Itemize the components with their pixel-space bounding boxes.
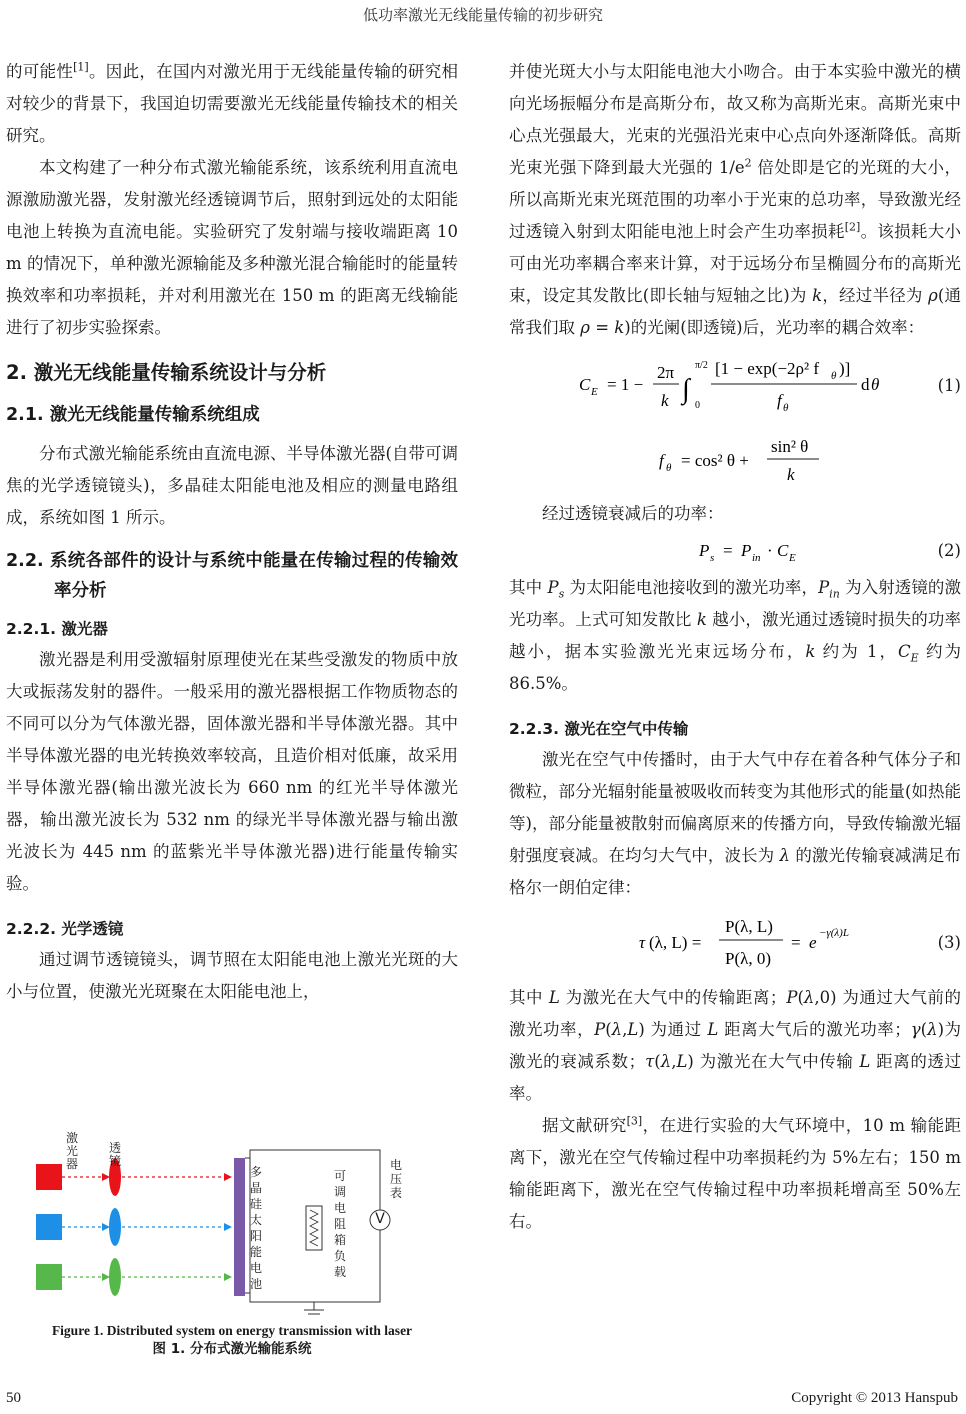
paragraph: 其中 $P_s$ 为太阳能电池接收到的激光功率，$P_{in}$ 为入射透镜的激光功率。上式可知发散比 k 越小，激光通过透镜时损失的功率越小，据本实验激光光束远场分布，k 约为 1，$C_E$ 约为 86.5%。 [509, 578, 962, 693]
svg-text:−γ(λ)L: −γ(λ)L [819, 927, 849, 939]
svg-text:d: d [861, 375, 870, 394]
figure-caption-zh: 图 1. 分布式激光输能系统 [152, 1341, 312, 1357]
page-number: 50 [6, 1390, 21, 1406]
equation-2 [509, 530, 961, 572]
svg-text:θ: θ [666, 462, 672, 474]
left-column [6, 56, 458, 1008]
svg-text:e: e [809, 933, 817, 952]
svg-text:C: C [579, 375, 591, 394]
svg-text:E: E [591, 386, 598, 398]
paragraph: 分布式激光输能系统由直流电源、半导体激光器(自带可调焦的光学透镜镜头)，多晶硅太阳能电池及相应的测量电路组成，系统如图 1 所示。 [6, 444, 458, 527]
equation-number: (1) [937, 376, 961, 395]
green-laser [36, 1264, 62, 1290]
figure-caption-en: Figure 1. Distributed system on energy transmission with laser [51, 1323, 413, 1338]
svg-text:π/2: π/2 [695, 360, 708, 371]
subsubsection-heading: 2.2.2. 光学透镜 [6, 920, 124, 938]
svg-text:C: C [777, 541, 789, 560]
equation-number: (3) [937, 933, 961, 952]
svg-text:=: = [791, 933, 801, 952]
subsubsection-heading: 2.2.1. 激光器 [6, 620, 108, 638]
svg-text:[1 − exp(−2ρ² f: [1 − exp(−2ρ² f [715, 359, 820, 378]
svg-text:0: 0 [695, 400, 700, 411]
svg-text:θ: θ [831, 370, 837, 382]
svg-text:sin² θ: sin² θ [771, 437, 809, 456]
svg-text:P: P [699, 541, 710, 560]
equation-1 [509, 344, 961, 428]
svg-text:f: f [777, 391, 782, 410]
solar-panel [234, 1158, 245, 1296]
paragraph: 激光器是利用受激辐射原理使光在某些受激发的物质中放大或振荡发射的器件。一般采用的激光器根据工作物质物态的不同可以分为气体激光器，固体激光器和半导体激光器。其中半导体激光器的电光转换效率较高，且造价相对低廉，故采用半导体激光器(输出激光波长为 660 nm 的红光半导体激光器，输出激光波长为 532 nm 的绿光半导体激光器与输出激光波长为 445 nm 的蓝紫光半导体激光器)进行能量传输实验。 [6, 650, 458, 893]
paragraph: 经过透镜衰减后的功率： [542, 504, 724, 523]
svg-text:k: k [787, 465, 795, 484]
solar-label: 多晶硅太阳能电池 [250, 1165, 265, 1291]
paragraph: 据文献研究[3]，在进行实验的大气环境中，10 m 输能距离下，激光在空气传输过程中功率损耗约为 5%左右；150 m 输能距离下，激光在空气传输过程中功率损耗增高至 50%左右。 [509, 1114, 961, 1231]
copyright-notice: Copyright © 2013 Hanspub [791, 1390, 958, 1406]
svg-text:(λ, L) =: (λ, L) = [649, 933, 702, 952]
svg-text:∫: ∫ [682, 374, 690, 405]
voltmeter-symbol: V [375, 1211, 385, 1227]
svg-text:E: E [789, 552, 796, 564]
svg-text:)]: )] [839, 359, 851, 378]
svg-text:P(λ, L): P(λ, L) [725, 917, 773, 936]
resistor-label: 可调电阻箱负载 [334, 1169, 349, 1279]
svg-text:s: s [710, 552, 715, 564]
svg-text:=: = [723, 541, 733, 560]
svg-text:k: k [661, 391, 669, 410]
paragraph: 的可能性[1]。因此，在国内对激光用于无线能量传输的研究相对较少的背景下，我国迫切需要激光无线能量传输技术的相关研究。 [6, 60, 459, 145]
right-column [509, 56, 961, 1238]
svg-text:θ: θ [871, 375, 880, 394]
figure-1 [14, 1128, 454, 1318]
blue-laser [36, 1214, 62, 1240]
subsection-heading: 2.1. 激光无线能量传输系统组成 [6, 405, 260, 425]
svg-text:P: P [741, 541, 752, 560]
subsection-heading: 2.2. 系统各部件的设计与系统中能量在传输过程的传输效率分析 [6, 551, 458, 601]
paragraph: 并使光斑大小与太阳能电池大小吻合。由于本实验中激光的横向光场振幅分布是高斯分布，故又称为高斯光束。高斯光束中心点光强最大，光束的光强沿光束中心点向外逐渐降低。高斯光束光强下降到最大光强的 $1/e^2$ 倍处即是它的光斑的大小，所以高斯光束光斑范围的功率小于光束的总功率，导致激光经过透镜入射到太阳能电池上时会产生功率损耗[2]。该损耗大小可由光功率耦合率来计算，对于远场分布呈椭圆分布的高斯光束，设定其发散比(即长轴与短轴之比)为 k，经过半径为 ρ(通常我们取 ρ = k)的光阑(即透镜)后，光功率的耦合效率： [509, 62, 962, 337]
green-lens [109, 1258, 121, 1296]
section-heading: 2. 激光无线能量传输系统设计与分析 [6, 361, 327, 384]
svg-text:τ: τ [639, 933, 646, 952]
svg-text:= cos² θ +: = cos² θ + [681, 451, 749, 470]
running-header: 低功率激光无线能量传输的初步研究 [362, 6, 603, 24]
paragraph: 其中 L 为激光在大气中的传输距离；P(λ,0) 为通过大气前的激光功率，P(λ,L) 为通过 L 距离大气后的激光功率；γ(λ)为激光的衰减系数；τ(λ,L) 为激光在大气中传输 L 距离的透过率。 [509, 988, 962, 1103]
equation-1b [509, 428, 961, 498]
svg-text:in: in [752, 552, 761, 564]
subsubsection-heading: 2.2.3. 激光在空气中传输 [509, 720, 689, 738]
svg-text:P(λ, 0): P(λ, 0) [725, 949, 772, 968]
svg-text:·: · [767, 541, 773, 560]
paragraph: 通过调节透镜镜头，调节照在太阳能电池上激光光斑的大小与位置，使激光光斑聚在太阳能电池上， [6, 950, 458, 1001]
equation-3 [509, 904, 961, 982]
paragraph: 本文构建了一种分布式激光输能系统，该系统利用直流电源激励激光器，发射激光经透镜调节后，照射到远处的太阳能电池上转换为直流电能。实验研究了发射端与接收端距离 10 m 的情况下，单种激光源输能及多种激光混合输能时的能量转换效率和功率损耗，并对利用激光在 150 m 的距离无线输能进行了初步实验探索。 [6, 158, 458, 337]
laser-label: 激光器 [66, 1131, 81, 1171]
svg-text:θ: θ [783, 402, 789, 414]
voltmeter-label: 电压表 [390, 1158, 405, 1200]
equation-number: (2) [937, 541, 961, 560]
svg-text:2π: 2π [657, 363, 675, 382]
lens-label: 透镜 [109, 1141, 124, 1168]
blue-lens [109, 1208, 121, 1246]
svg-text:= 1 −: = 1 − [607, 375, 644, 394]
paragraph: 激光在空气中传播时，由于大气中存在着各种气体分子和微粒，部分光辐射能量被吸收而转变为其他形式的能量(如热能等)，部分能量被散射而偏离原来的传播方向，导致传输激光辐射强度衰减。在均匀大气中，波长为 λ 的激光传输衰减满足布格尔一朗伯定律： [509, 750, 961, 897]
red-laser [36, 1164, 62, 1190]
svg-text:f: f [659, 451, 664, 470]
